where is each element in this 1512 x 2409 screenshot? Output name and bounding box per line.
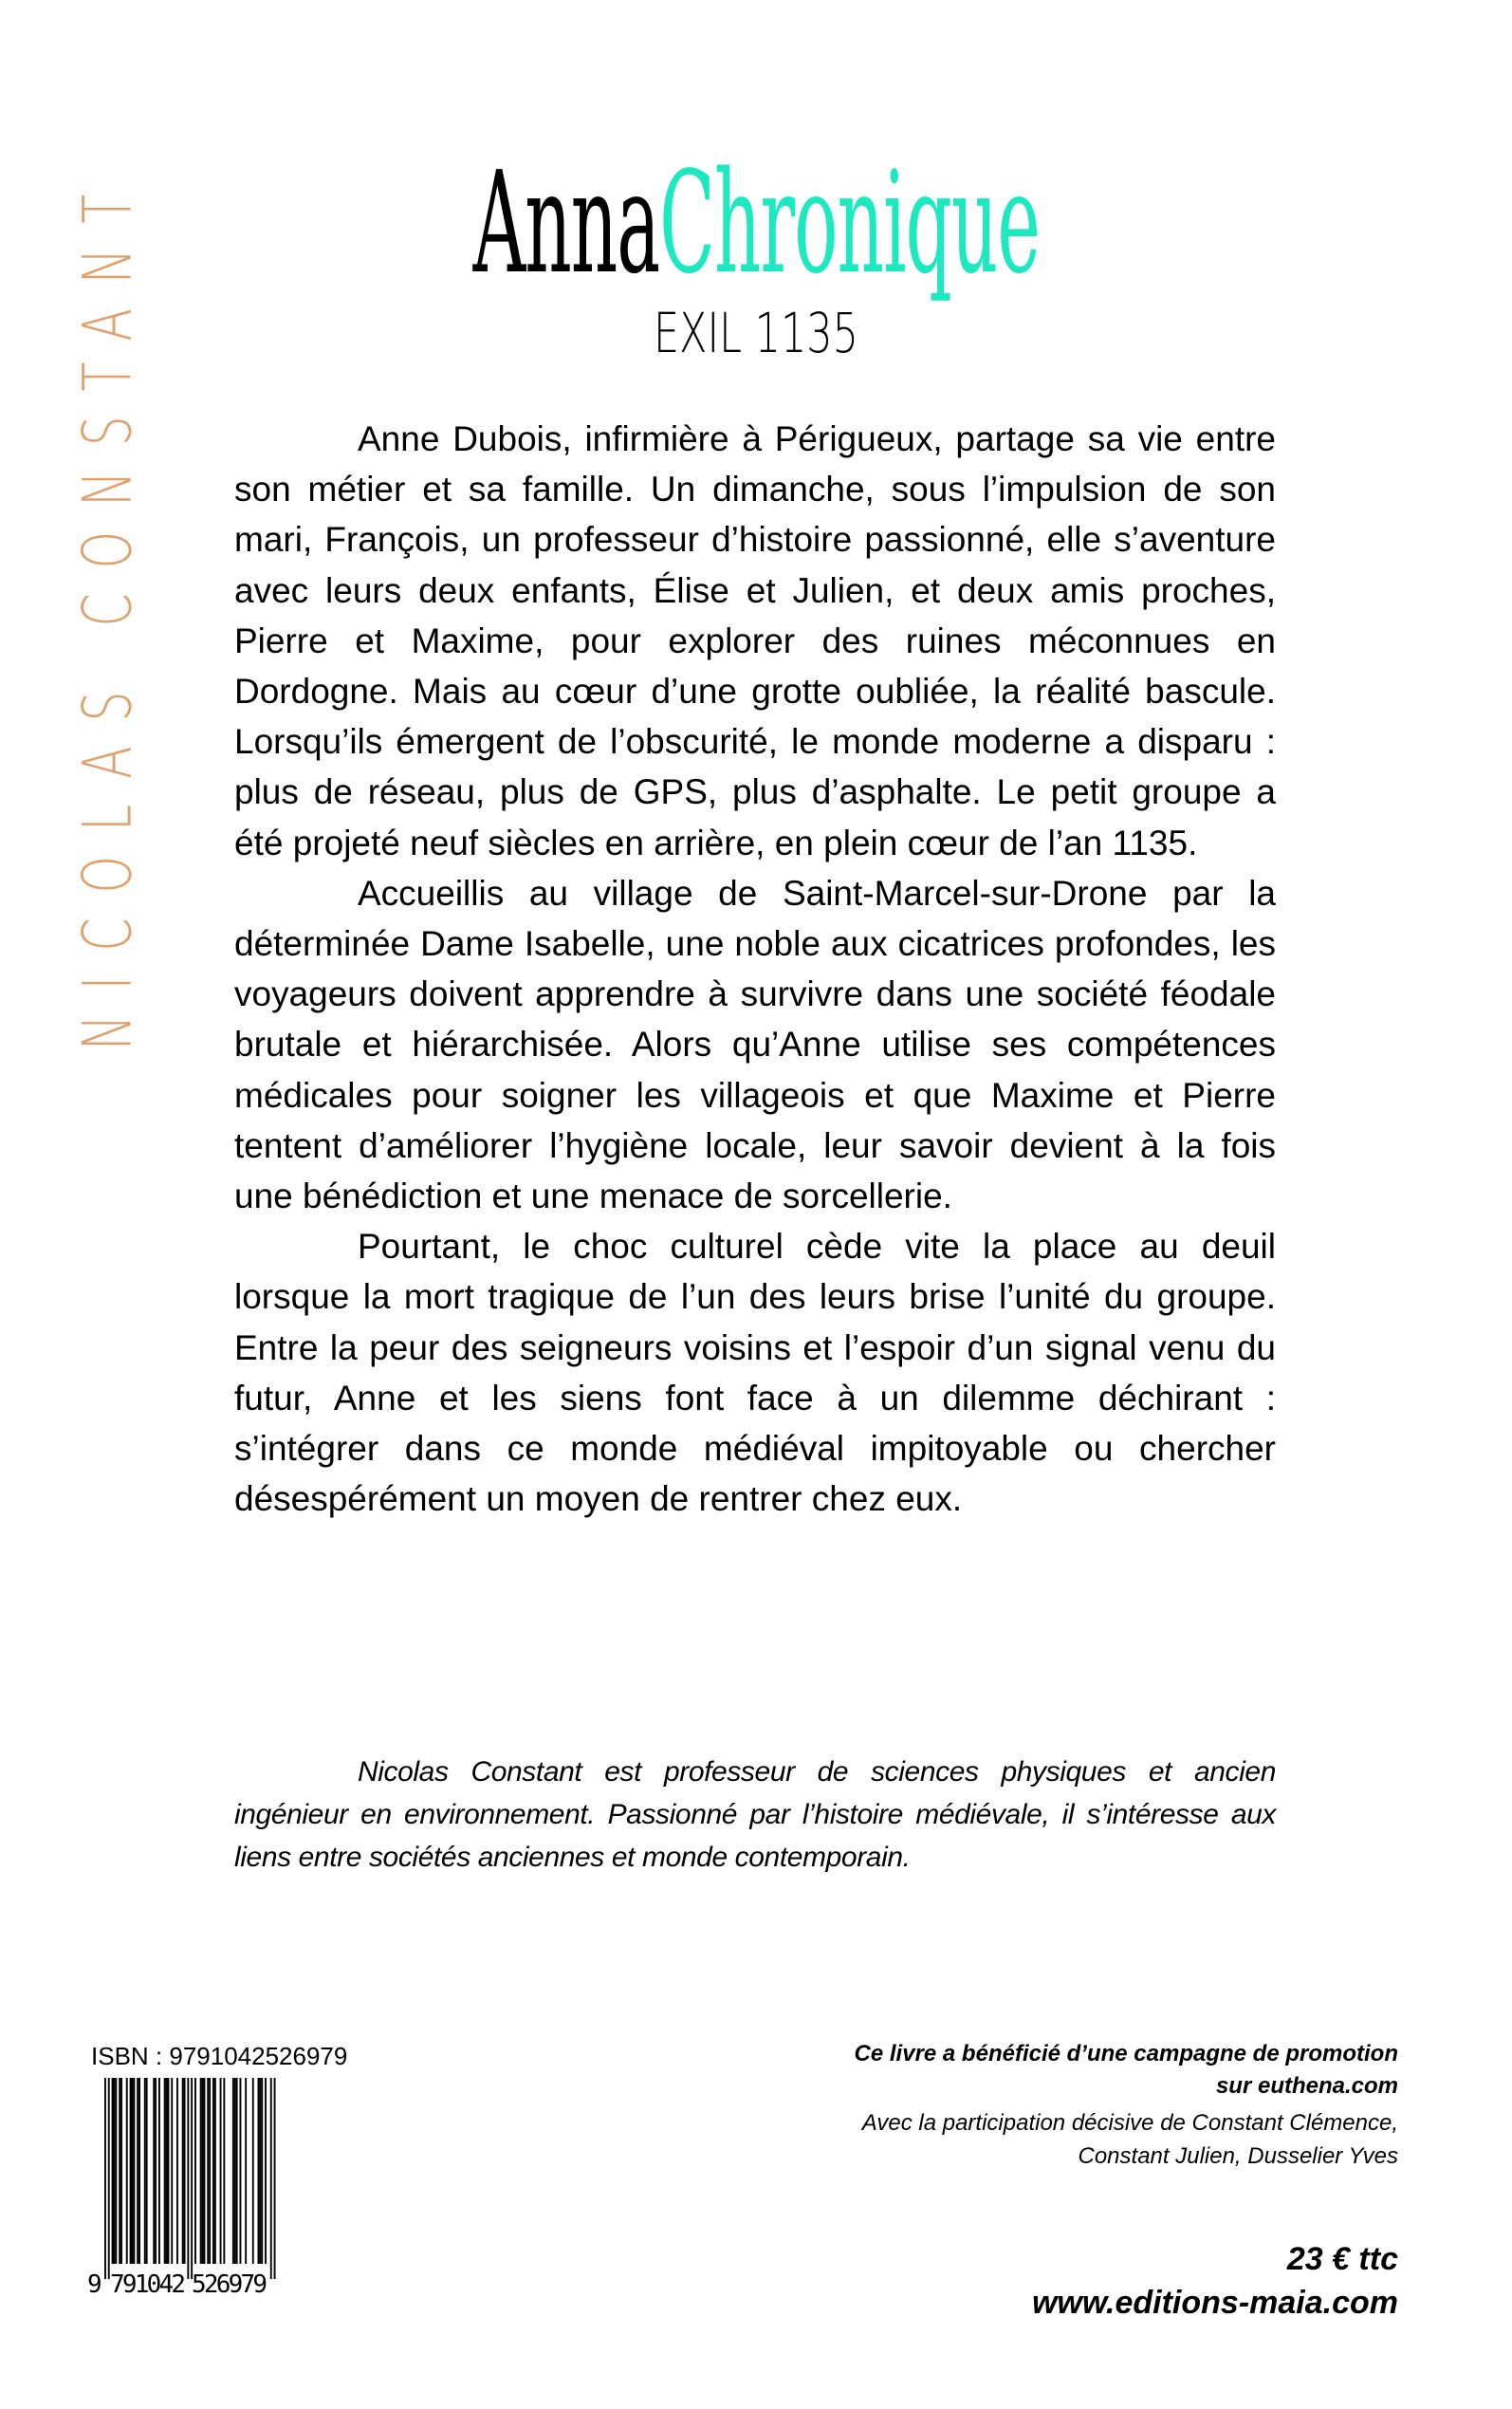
barcode-bar <box>144 2078 146 2264</box>
synopsis-paragraph: Accueillis au village de Saint-Marcel-sur-Drone par la déterminée Dame Isabelle, une noble aux cicatrices profondes, les voyageurs doivent apprendre à survivre dans une société féodale brutale et hiérarchisée. Alors qu’Anne utilise ses compétences médicales pour soigner les villageois et que Maxime et Pierre tentent d’améliorer l’hygiène locale, leur savoir devient à la fois une bénédiction et une menace de sorcellerie. <box>234 873 1276 1216</box>
acknowledgements <box>715 2106 1398 2173</box>
barcode-bars <box>104 2078 276 2279</box>
barcode-bar <box>130 2078 132 2264</box>
barcode-bar <box>194 2078 196 2264</box>
barcode-bar <box>119 2078 120 2264</box>
barcode-bar <box>112 2078 114 2264</box>
barcode-bar <box>274 2078 276 2279</box>
author-bio-text: Nicolas Constant est professeur de sciences physiques et ancien ingénieur en environnement. Passionné par l’histoire médiévale, il s’intéresse aux liens entre sociétés anciennes et monde contemporain. <box>234 1756 1276 1873</box>
publisher-website-link[interactable]: www.editions-maia.com <box>1031 2285 1398 2321</box>
barcode-bar <box>236 2078 238 2264</box>
barcode-bar <box>191 2078 193 2279</box>
barcode-bar <box>115 2078 117 2264</box>
title-part-chronique: Chronique <box>658 141 1040 305</box>
barcode-bar <box>252 2078 254 2264</box>
barcode-bar <box>232 2078 234 2264</box>
barcode-graphic <box>87 2078 286 2296</box>
thanks-line: Constant Julien, Dusselier Yves <box>1078 2143 1398 2169</box>
subtitle-text: EXIL 1135 <box>654 301 858 365</box>
barcode-bar <box>187 2078 189 2279</box>
barcode-digits-right: 526979 <box>192 2270 267 2296</box>
barcode-bar <box>108 2078 110 2279</box>
synopsis-paragraph: Pourtant, le choc culturel cède vite la place au deuil lorsque la mort tragique de l’un des leurs brise l’unité du groupe. Entre la peur des seigneurs voisins et l’espoir d’un signal venu du futur, Anne et les siens font face à un dilemme déchirant : s’intégrer dans ce monde médiéval impitoyable ou chercher désespérément un moyen de rentrer chez eux. <box>234 1227 1276 1519</box>
barcode-bar <box>114 2078 116 2264</box>
barcode-bar <box>133 2078 135 2264</box>
price: 23 € ttc <box>1286 2241 1398 2277</box>
promo-line: Ce livre a bénéficié d’une campagne de promotion <box>854 2041 1398 2066</box>
barcode-bar <box>166 2078 168 2264</box>
synopsis <box>234 414 1276 1524</box>
barcode-bar <box>261 2078 263 2264</box>
barcode-bar <box>234 2078 236 2264</box>
barcode-digits-left: 791042 <box>110 2270 186 2296</box>
promo-text <box>715 2038 1398 2103</box>
barcode-bar <box>265 2078 267 2264</box>
barcode-bar <box>153 2078 155 2264</box>
barcode-bar <box>132 2078 134 2264</box>
barcode-bar <box>202 2078 204 2264</box>
barcode-bar <box>259 2078 261 2264</box>
barcode-bar <box>137 2078 138 2264</box>
barcode-bar <box>214 2078 216 2264</box>
barcode-bar <box>212 2078 214 2264</box>
barcode-bar <box>207 2078 209 2264</box>
title-part-anna: Anna <box>472 141 659 305</box>
barcode-bar <box>158 2078 160 2264</box>
publisher-info <box>715 2038 1398 2325</box>
barcode <box>87 2078 286 2296</box>
barcode-bar <box>182 2078 184 2264</box>
barcode-bar <box>258 2078 260 2264</box>
barcode-bar <box>171 2078 173 2264</box>
promo-line: sur euthena.com <box>1215 2073 1398 2099</box>
barcode-bar <box>176 2078 178 2264</box>
barcode-bar <box>209 2078 211 2264</box>
title-wrap <box>472 142 1039 304</box>
book-subtitle <box>0 302 1512 364</box>
isbn-label: ISBN : 9791042526979 <box>91 2042 348 2070</box>
thanks-line: Avec la participation décisive de Constant Clémence, <box>861 2110 1398 2136</box>
barcode-bar <box>200 2078 202 2264</box>
barcode-bar <box>146 2078 148 2264</box>
barcode-digit-first: 9 <box>87 2270 102 2296</box>
barcode-bar <box>184 2078 186 2264</box>
barcode-bar <box>138 2078 140 2264</box>
author-name-vertical: NICOLAS CONSTANT <box>69 169 148 1051</box>
barcode-bar <box>164 2078 166 2264</box>
synopsis-paragraph: Anne Dubois, infirmière à Périgueux, partage sa vie entre son métier et sa famille. Un dimanche, sous l’impulsion de son mari, François, un professeur d’histoire passionné, elle s’aventure avec leurs deux enfants, Élise et Julien, et deux amis proches, Pierre et Maxime, pour explorer des ruines méconnues en Dordogne. Mais au cœur d’une grotte oubliée, la réalité bascule. Lorsqu’ils émergent de l’obscurité, le monde moderne a disparu : plus de réseau, plus de GPS, plus d’asphalte. Le petit groupe a été projeté neuf siècles en arrière, en plein cœur de l’an 1135. <box>234 419 1276 862</box>
barcode-bar <box>223 2078 225 2264</box>
barcode-bar <box>120 2078 122 2264</box>
barcode-bar <box>240 2078 242 2264</box>
barcode-bar <box>155 2078 157 2264</box>
barcode-bar <box>104 2078 106 2279</box>
barcode-bar <box>126 2078 128 2264</box>
barcode-bar <box>220 2078 222 2264</box>
barcode-bar <box>168 2078 170 2264</box>
barcode-bar <box>204 2078 206 2264</box>
book-title <box>0 142 1512 304</box>
barcode-bar <box>270 2078 272 2279</box>
author-bio <box>234 1751 1276 1879</box>
barcode-bar <box>245 2078 247 2264</box>
